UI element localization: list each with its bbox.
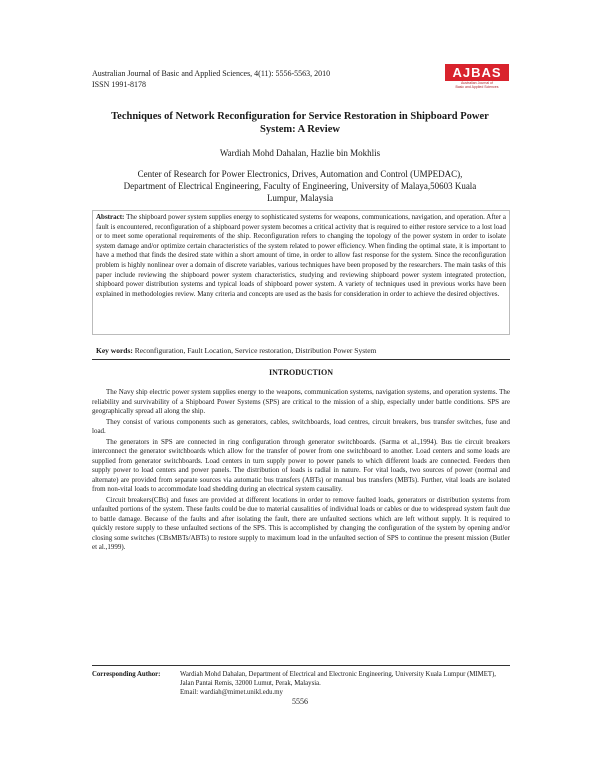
corresponding-details: Wardiah Mohd Dahalan, Department of Electrical and Electronic Engineering, University Kuala Lumpur (MIMET), Jalan Pantai Remis, 32000 Lumut, Perak, Malaysia. (180, 671, 496, 688)
introduction-body (92, 388, 510, 554)
corresponding-email: Email: wardiah@mimet.unikl.edu.my (180, 689, 283, 697)
page-number: 5556 (292, 697, 308, 706)
abstract-box (92, 210, 510, 335)
paper-title: Techniques of Network Reconfiguration for Service Restoration in Shipboard Power System: A Review (111, 111, 489, 135)
journal-logo (445, 64, 509, 90)
logo-wordmark: AJBAS (445, 64, 509, 81)
section-heading: INTRODUCTION (268, 368, 333, 377)
issn: ISSN 1991-8178 (92, 80, 147, 89)
keywords (96, 346, 510, 355)
footnote-divider (92, 665, 510, 666)
logo-subtitle-1: Australian Journal of (461, 81, 493, 85)
divider (92, 359, 510, 360)
corresponding-label: Corresponding Author: (92, 671, 161, 678)
paragraph: Circuit breakers(CBs) and fuses are provided at different locations in order to remove faulted loads, generators or distribution systems from unfaulted portions of the system. These faults could be due to material causalities of individual loads or cables or due to widespread system fault due to battle damage. Because of the faults and after isolating the fault, there are unfaulted sections which are left without supply. It is required to quickly restore supply to these unfaulted sections of the SPS. This is accomplished by changing the configuration of the system by opening and/or closing some switches (CBsMBTs/ABTs) to restore supply to maximum load in the unfaulted section of SPS to continue the present mission (Butler et al.,1999). (92, 495, 510, 551)
keywords-label: Key words: (96, 346, 133, 355)
logo-subtitle-2: Basic and Applied Sciences (455, 85, 499, 89)
keywords-text: Reconfiguration, Fault Location, Service restoration, Distribution Power System (134, 346, 377, 355)
abstract-text: The shipboard power system supplies energy to sophisticated systems for weapons, communications, navigation, and operation. After a fault is encountered, reconfiguration of a shipboard power system becomes a critical activity that is required to either restore service to a lost load or to meet some operational requirements of the ship. Reconfiguration refers to changing the topology of the power system in order to isolate system damage and/or optimize certain characteristics of the system related to power efficiency. When finding the optimal state, it is important to have a method that finds the desired state within a short amount of time, in order to allow fast response for the system. Since the reconfiguration problem is highly nonlinear over a domain of discrete variables, various techniques have been proposed by the researchers. The main tasks of this paper include reviewing the shipboard power system characteristics, studying and reviewing shipboard power system integrated protection, shipboard power distribution systems and typical loads of shipboard power system. A variety of techniques used in previous works have been explained in methodologies review. Many criteria and concepts are used as the basis for consideration in order to achieve the desired objectives. (96, 213, 506, 298)
affiliation: Center of Research for Power Electronics, Drives, Automation and Control (UMPEDAC), Department of Electrical Engineering, Faculty of Engineering, University of Malaya,50603 Kuala Lumpur, Malaysia (123, 169, 477, 203)
corresponding-author (92, 670, 510, 698)
author-list: Wardiah Mohd Dahalan, Hazlie bin Mokhlis (219, 148, 381, 158)
paragraph: The Navy ship electric power system supplies energy to the weapons, communication systems, navigation systems, and operation systems. The reliability and survivability of a Shipboard Power Systems (SPS) are critical to the mission of a ship, especially under battle conditions. SPS are geographically spread all along the ship. (92, 388, 510, 415)
journal-header (92, 68, 330, 90)
paragraph: The generators in SPS are connected in ring configuration through generator switchboards. (Sarma et al.,1994). Bus tie circuit breakers interconnect the generator switchboards which allow for the transfer of power from one switchboard to another. Load centers and some loads are supplied from generator switchboards. Load centers in turn supply power to power panels to which different loads are connected. Feeders then supply power to load centers and power panels. The distribution of loads is radial in nature. For vital loads, two sources of power (normal and alternate) are provided from separate sources via automatic bus transfers (ABTs) or manual bus transfers (MBTs). Further, vital loads are isolated from non-vital loads to accommodate load shedding during an electrical system causality. (92, 437, 510, 493)
abstract-label: Abstract: (96, 213, 125, 221)
journal-citation: Australian Journal of Basic and Applied Sciences, 4(11): 5556-5563, 2010 (92, 69, 331, 78)
paragraph: They consist of various components such as generators, cables, switchboards, load centres, circuit breakers, bus transfer switches, fuse and load. (92, 417, 510, 435)
